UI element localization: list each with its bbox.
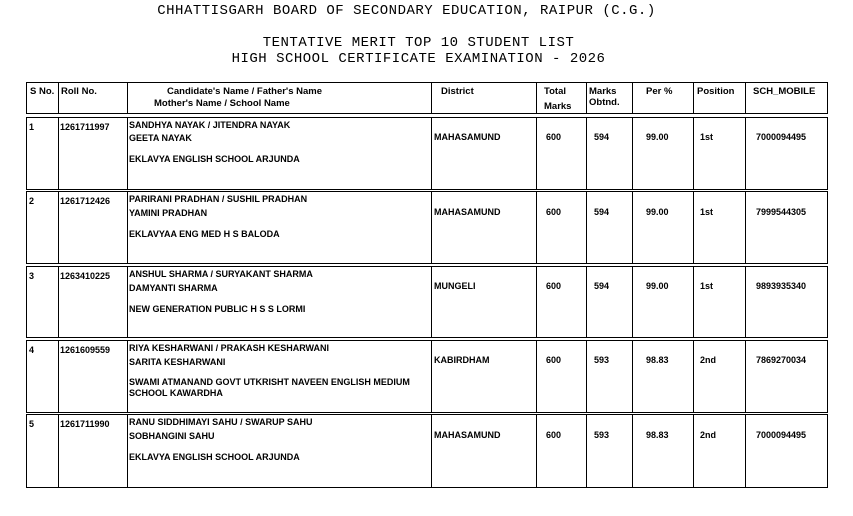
cell-obtained: 593: [594, 430, 610, 440]
header-mobile: SCH_MOBILE: [753, 86, 816, 97]
cell-school: NEW GENERATION PUBLIC H S S LORMI: [129, 304, 306, 314]
cell-name: PARIRANI PRADHAN / SUSHIL PRADHAN: [129, 194, 308, 204]
cell-roll: 1263410225: [60, 271, 111, 281]
cell-name: ANSHUL SHARMA / SURYAKANT SHARMA: [129, 269, 313, 279]
header-obt-2: Obtnd.: [589, 97, 620, 108]
cell-sno: 3: [29, 271, 35, 281]
cell-per: 98.83: [646, 355, 669, 365]
cell-name: RIYA KESHARWANI / PRAKASH KESHARWANI: [129, 343, 330, 353]
cell-mother: SARITA KESHARWANI: [129, 357, 226, 367]
cell-total: 600: [546, 355, 562, 365]
cell-total: 600: [546, 430, 562, 440]
cell-per: 99.00: [646, 281, 669, 291]
header-sno: S No.: [30, 86, 55, 97]
table-row: [26, 117, 828, 190]
exam-title: HIGH SCHOOL CERTIFICATE EXAMINATION - 2026: [231, 51, 606, 67]
cell-mobile: 7999544305: [756, 207, 807, 217]
cell-mother: DAMYANTI SHARMA: [129, 283, 218, 293]
cell-roll: 1261711997: [60, 122, 110, 132]
header-district: District: [441, 86, 474, 97]
cell-sno: 2: [29, 196, 35, 206]
cell-district: MAHASAMUND: [434, 132, 501, 142]
header-per: Per %: [646, 86, 673, 97]
table-row: [26, 266, 828, 338]
cell-obtained: 594: [594, 132, 610, 142]
table-header: [26, 82, 828, 114]
cell-position: 2nd: [700, 355, 717, 365]
cell-per: 99.00: [646, 132, 669, 142]
cell-obtained: 594: [594, 281, 610, 291]
header-total-1: Total: [544, 86, 566, 97]
header-name-1: Candidate's Name / Father's Name: [167, 86, 322, 97]
list-title: TENTATIVE MERIT TOP 10 STUDENT LIST: [262, 35, 575, 51]
table-row: [26, 414, 828, 488]
cell-district: MAHASAMUND: [434, 207, 501, 217]
cell-position: 1st: [700, 281, 714, 291]
cell-position: 2nd: [700, 430, 717, 440]
cell-mother: YAMINI PRADHAN: [129, 208, 208, 218]
cell-total: 600: [546, 281, 562, 291]
header-obt-1: Marks: [589, 86, 617, 97]
cell-mobile: 7000094495: [756, 430, 807, 440]
header-name-2: Mother's Name / School Name: [154, 98, 290, 109]
cell-mother: SOBHANGINI SAHU: [129, 431, 215, 441]
cell-per: 98.83: [646, 430, 669, 440]
cell-sno: 1: [29, 122, 35, 132]
cell-mobile: 9893935340: [756, 281, 807, 291]
cell-position: 1st: [700, 132, 714, 142]
cell-district: MAHASAMUND: [434, 430, 501, 440]
cell-mobile: 7000094495: [756, 132, 807, 142]
table-row: [26, 340, 828, 413]
cell-roll: 1261711990: [60, 419, 110, 429]
cell-school: EKLAVYAA ENG MED H S BALODA: [129, 229, 280, 239]
board-title: CHHATTISGARH BOARD OF SECONDARY EDUCATION, RAIPUR (C.G.): [157, 3, 656, 19]
cell-mother: GEETA NAYAK: [129, 133, 192, 143]
cell-district: MUNGELI: [434, 281, 476, 291]
cell-obtained: 594: [594, 207, 610, 217]
cell-mobile: 7869270034: [756, 355, 807, 365]
table-row: [26, 191, 828, 264]
cell-name: RANU SIDDHIMAYI SAHU / SWARUP SAHU: [129, 417, 313, 427]
cell-total: 600: [546, 207, 562, 217]
cell-per: 99.00: [646, 207, 669, 217]
cell-district: KABIRDHAM: [434, 355, 490, 365]
cell-total: 600: [546, 132, 562, 142]
cell-school: EKLAVYA ENGLISH SCHOOL ARJUNDA: [129, 154, 300, 164]
cell-sno: 4: [29, 345, 35, 355]
header-position: Position: [697, 86, 735, 97]
cell-roll: 1261609559: [60, 345, 111, 355]
cell-name: SANDHYA NAYAK / JITENDRA NAYAK: [129, 120, 291, 130]
cell-school: SWAMI ATMANAND GOVT UTKRISHT NAVEEN ENGLISH MEDIUM SCHOOL KAWARDHA: [129, 377, 410, 398]
cell-school: EKLAVYA ENGLISH SCHOOL ARJUNDA: [129, 452, 300, 462]
header-total-2: Marks: [544, 101, 572, 112]
cell-obtained: 593: [594, 355, 610, 365]
cell-position: 1st: [700, 207, 714, 217]
header-roll: Roll No.: [61, 86, 97, 97]
cell-roll: 1261712426: [60, 196, 111, 206]
cell-sno: 5: [29, 419, 35, 429]
